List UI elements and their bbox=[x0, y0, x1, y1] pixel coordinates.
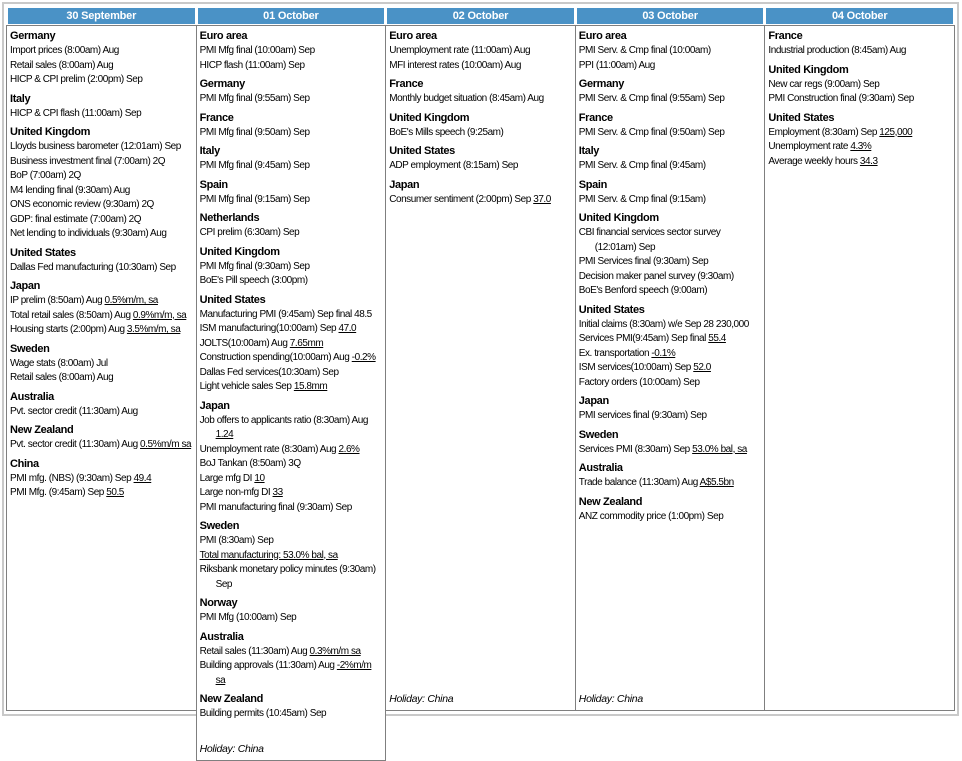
event-line bbox=[200, 226, 383, 241]
country-section bbox=[579, 29, 762, 73]
event-consensus-value: 1.24 bbox=[215, 429, 234, 440]
event-text: Construction spending(10:00am) Aug bbox=[199, 352, 352, 363]
event-consensus-value: 0.5%m/m sa bbox=[140, 439, 192, 450]
event-text: PMI mfg. (NBS) (9:30am) Sep bbox=[10, 472, 134, 484]
event-line bbox=[10, 227, 193, 242]
event-line bbox=[579, 59, 762, 74]
event-line bbox=[200, 274, 383, 289]
event-text: Dallas Fed services(10:30am) Sep bbox=[199, 366, 339, 378]
event-consensus-value: 0.5%m/m, sa bbox=[104, 295, 158, 306]
country-section bbox=[200, 245, 383, 289]
event-consensus-value: 50.5 bbox=[106, 487, 124, 498]
event-line bbox=[200, 260, 383, 275]
event-consensus-value: 10 bbox=[254, 472, 265, 484]
country-name: Euro area bbox=[578, 30, 627, 42]
event-text: BoP (7:00am) 2Q bbox=[10, 170, 81, 181]
event-line bbox=[10, 357, 193, 372]
event-line bbox=[200, 126, 383, 141]
country-section bbox=[389, 178, 572, 208]
country-name: United States bbox=[768, 111, 835, 124]
country-name: France bbox=[389, 78, 424, 90]
country-section bbox=[200, 29, 383, 73]
country-name: United States bbox=[10, 246, 76, 259]
event-line bbox=[200, 534, 383, 549]
event-text: Net lending to individuals (9:30am) Aug bbox=[10, 228, 167, 239]
event-text: CPI prelim (6:30am) Sep bbox=[199, 227, 300, 238]
country-name: China bbox=[10, 457, 39, 470]
event-line bbox=[10, 323, 193, 338]
country-section bbox=[200, 144, 383, 174]
country-name: United States bbox=[578, 303, 645, 316]
event-text: PMI Mfg (10:00am) Sep bbox=[199, 612, 297, 623]
country-section bbox=[579, 178, 762, 208]
event-line bbox=[579, 92, 762, 107]
event-line bbox=[200, 707, 383, 722]
country-name: Australia bbox=[578, 462, 623, 474]
event-line bbox=[200, 366, 383, 381]
event-text: PMI manufacturing final (9:30am) Sep bbox=[199, 501, 352, 513]
event-line bbox=[579, 270, 762, 285]
event-consensus-value: Total manufacturing: 53.0% bal, sa bbox=[199, 549, 338, 561]
country-name: Norway bbox=[199, 597, 238, 609]
event-line bbox=[579, 193, 762, 208]
event-text: ADP employment (8:15am) Sep bbox=[389, 160, 519, 171]
event-text: Dallas Fed manufacturing (10:30am) Sep bbox=[10, 261, 176, 273]
event-line bbox=[389, 193, 572, 208]
country-section bbox=[768, 111, 951, 170]
event-text: Pvt. sector credit (11:30am) Aug bbox=[10, 405, 138, 417]
event-line bbox=[579, 284, 762, 299]
event-line bbox=[579, 318, 762, 333]
event-consensus-value: 34.3 bbox=[859, 155, 878, 167]
event-line bbox=[579, 510, 762, 525]
country-name: Australia bbox=[199, 630, 244, 643]
event-consensus-value: -2%m/m sa bbox=[215, 660, 372, 686]
event-line bbox=[768, 140, 951, 155]
country-name: Italy bbox=[199, 145, 220, 157]
event-text: Monthly budget situation (8:45am) Aug bbox=[389, 93, 544, 104]
event-line bbox=[10, 486, 193, 501]
country-section bbox=[768, 29, 951, 59]
economic-calendar-table bbox=[6, 8, 955, 755]
country-name: Japan bbox=[578, 395, 609, 407]
event-text: PMI Construction final (9:30am) Sep bbox=[768, 93, 914, 104]
event-text: Employment (8:30am) Sep bbox=[768, 126, 880, 138]
country-name: United States bbox=[389, 145, 455, 157]
country-name: Japan bbox=[389, 178, 420, 191]
country-name: Spain bbox=[578, 178, 607, 191]
day-body bbox=[575, 25, 766, 711]
event-text: MFI interest rates (10:00am) Aug bbox=[389, 59, 521, 71]
event-line bbox=[579, 476, 762, 491]
event-text: IP prelim (8:50am) Aug bbox=[10, 295, 105, 306]
event-line bbox=[389, 44, 572, 59]
event-line bbox=[579, 332, 762, 347]
country-section bbox=[200, 630, 383, 689]
event-text: Services PMI(9:45am) Sep final bbox=[578, 333, 709, 344]
event-consensus-value: 52.0 bbox=[693, 362, 711, 373]
event-text: PMI Mfg final (9:45am) Sep bbox=[199, 160, 310, 171]
event-line bbox=[200, 351, 383, 366]
event-line bbox=[579, 44, 762, 59]
event-text: Housing starts (2:00pm) Aug bbox=[10, 324, 127, 335]
event-line bbox=[579, 226, 762, 255]
event-text: Services PMI (8:30am) Sep bbox=[578, 443, 693, 455]
event-line bbox=[10, 198, 193, 213]
event-text: Large non-mfg DI bbox=[199, 487, 273, 498]
event-line bbox=[10, 371, 193, 386]
event-text: Job offers to applicants ratio (8:30am) Aug bbox=[199, 414, 368, 426]
event-line bbox=[200, 563, 383, 592]
event-text: PMI Serv. & Cmp final (9:50am) Sep bbox=[578, 126, 725, 138]
day-column bbox=[764, 8, 955, 711]
country-section bbox=[10, 457, 193, 501]
event-line bbox=[10, 472, 193, 487]
event-line bbox=[200, 549, 383, 564]
event-text: Unemployment rate bbox=[768, 141, 851, 152]
event-consensus-value: 4.3% bbox=[850, 141, 872, 152]
event-text: PMI Serv. & Cmp final (9:45am) bbox=[578, 160, 706, 171]
event-consensus-value: 55.4 bbox=[708, 333, 726, 344]
country-name: Sweden bbox=[578, 428, 619, 441]
event-text: M4 lending final (9:30am) Aug bbox=[10, 184, 130, 196]
country-name: New Zealand bbox=[10, 424, 74, 436]
country-section bbox=[10, 390, 193, 420]
event-line bbox=[579, 126, 762, 141]
event-text: PMI Serv. & Cmp final (10:00am) bbox=[578, 45, 711, 56]
country-name: Germany bbox=[10, 30, 56, 42]
country-name: United Kingdom bbox=[768, 63, 849, 76]
country-name: France bbox=[768, 30, 803, 42]
event-text: PMI Serv. & Cmp final (9:55am) Sep bbox=[578, 93, 725, 104]
event-line bbox=[200, 443, 383, 458]
event-line bbox=[10, 73, 193, 88]
day-header: 03 October bbox=[577, 8, 764, 24]
event-consensus-value: -0.2% bbox=[351, 352, 376, 363]
event-text: PMI Serv. & Cmp final (9:15am) bbox=[578, 193, 706, 205]
event-line bbox=[768, 155, 951, 170]
event-consensus-value: 33 bbox=[272, 487, 283, 498]
event-text: Industrial production (8:45am) Aug bbox=[768, 45, 906, 56]
event-line bbox=[10, 140, 193, 155]
event-line bbox=[10, 59, 193, 74]
country-name: New Zealand bbox=[578, 495, 643, 508]
event-line bbox=[10, 309, 193, 324]
event-text: BoE's Mills speech (9:25am) bbox=[389, 126, 504, 138]
event-consensus-value: 0.9%m/m, sa bbox=[132, 309, 187, 321]
country-section bbox=[389, 77, 572, 107]
country-section bbox=[200, 111, 383, 141]
event-text: Building permits (10:45am) Sep bbox=[199, 708, 327, 719]
country-name: Germany bbox=[199, 78, 245, 90]
event-text: Business investment final (7:00am) 2Q bbox=[10, 155, 166, 167]
event-consensus-value: 53.0% bal, sa bbox=[692, 443, 747, 455]
event-line bbox=[200, 611, 383, 626]
event-line bbox=[579, 159, 762, 174]
event-text: Retail sales (8:00am) Aug bbox=[10, 372, 114, 383]
country-name: United Kingdom bbox=[389, 111, 470, 124]
country-section bbox=[579, 428, 762, 458]
event-text: HICP flash (11:00am) Sep bbox=[199, 59, 305, 71]
holiday-note: Holiday: China bbox=[578, 693, 643, 705]
country-name: Australia bbox=[10, 390, 54, 403]
event-text: HICP & CPI flash (11:00am) Sep bbox=[10, 107, 142, 119]
country-name: Italy bbox=[578, 145, 600, 157]
event-line bbox=[768, 126, 951, 141]
event-text: Factory orders (10:00am) Sep bbox=[578, 376, 700, 388]
day-body bbox=[6, 25, 197, 711]
event-text: Lloyds business barometer (12:01am) Sep bbox=[10, 141, 181, 152]
country-name: Japan bbox=[10, 280, 41, 292]
event-consensus-value: 37.0 bbox=[533, 193, 551, 205]
event-line bbox=[579, 409, 762, 424]
event-line bbox=[10, 261, 193, 276]
country-name: Italy bbox=[10, 92, 31, 105]
event-text: JOLTS(10:00am) Aug bbox=[199, 337, 290, 349]
event-line bbox=[200, 308, 383, 323]
event-line bbox=[10, 213, 193, 228]
event-consensus-value: 49.4 bbox=[133, 472, 152, 484]
event-consensus-value: -0.1% bbox=[651, 347, 676, 359]
country-section bbox=[579, 495, 762, 525]
event-line bbox=[579, 255, 762, 270]
event-text: Building approvals (11:30am) Aug bbox=[199, 660, 337, 671]
day-column bbox=[575, 8, 766, 711]
country-name: United Kingdom bbox=[199, 245, 280, 258]
event-line bbox=[10, 405, 193, 420]
event-text: BoE's Benford speech (9:00am) bbox=[578, 285, 708, 296]
event-line bbox=[200, 501, 383, 516]
day-column bbox=[196, 8, 387, 755]
event-text: Consumer sentiment (2:00pm) Sep bbox=[389, 193, 534, 205]
event-text: ISM manufacturing(10:00am) Sep bbox=[199, 323, 339, 334]
event-text: Pvt. sector credit (11:30am) Aug bbox=[10, 439, 141, 450]
country-name: Netherlands bbox=[199, 212, 260, 224]
event-text: GDP: final estimate (7:00am) 2Q bbox=[10, 213, 142, 225]
country-name: United Kingdom bbox=[10, 126, 91, 138]
event-text: Large mfg DI bbox=[199, 472, 255, 484]
event-consensus-value: 3.5%m/m, sa bbox=[126, 324, 181, 335]
event-line bbox=[579, 443, 762, 458]
event-line bbox=[200, 193, 383, 208]
event-consensus-value: 2.6% bbox=[338, 443, 360, 455]
country-section bbox=[200, 399, 383, 516]
event-line bbox=[10, 184, 193, 199]
holiday-note: Holiday: China bbox=[389, 693, 454, 705]
event-text: PPI (11:00am) Aug bbox=[578, 59, 655, 71]
event-text: ANZ commodity price (1:00pm) Sep bbox=[578, 510, 724, 522]
event-text: PMI Mfg final (10:00am) Sep bbox=[199, 45, 315, 56]
day-body bbox=[196, 25, 387, 761]
event-consensus-value: 15.8mm bbox=[293, 381, 328, 392]
event-line bbox=[389, 92, 572, 107]
country-section bbox=[10, 246, 193, 276]
event-consensus-value: A$5.5bn bbox=[699, 477, 734, 488]
event-text: PMI Mfg. (9:45am) Sep bbox=[10, 487, 107, 498]
country-name: United States bbox=[199, 293, 266, 306]
country-name: United Kingdom bbox=[578, 212, 659, 224]
country-name: Spain bbox=[199, 178, 228, 191]
event-text: PMI services final (9:30am) Sep bbox=[578, 410, 707, 421]
event-line bbox=[10, 107, 193, 122]
country-section bbox=[389, 111, 572, 141]
event-line bbox=[389, 159, 572, 174]
event-text: Initial claims (8:30am) w/e Sep 28 230,000 bbox=[578, 318, 749, 330]
day-column bbox=[385, 8, 576, 711]
event-text: Average weekly hours bbox=[768, 155, 860, 167]
country-section bbox=[579, 77, 762, 107]
country-section bbox=[579, 303, 762, 391]
country-section bbox=[200, 596, 383, 626]
event-line bbox=[200, 457, 383, 472]
event-text: BoE's Pill speech (3:00pm) bbox=[199, 275, 308, 286]
day-body bbox=[385, 25, 576, 711]
event-consensus-value: 0.3%m/m sa bbox=[309, 645, 361, 657]
event-line bbox=[10, 438, 193, 453]
country-section bbox=[200, 692, 383, 722]
event-line bbox=[768, 92, 951, 107]
event-line bbox=[10, 155, 193, 170]
country-name: Sweden bbox=[199, 520, 240, 532]
event-line bbox=[200, 659, 383, 688]
event-line bbox=[200, 472, 383, 487]
event-line bbox=[200, 337, 383, 352]
event-text: Light vehicle sales Sep bbox=[199, 381, 294, 392]
country-section bbox=[200, 519, 383, 592]
event-line bbox=[389, 59, 572, 74]
event-text: PMI Mfg final (9:30am) Sep bbox=[199, 260, 310, 272]
event-text: Retail sales (8:00am) Aug bbox=[10, 59, 114, 71]
event-text: HICP & CPI prelim (2:00pm) Sep bbox=[10, 74, 143, 85]
country-section bbox=[579, 144, 762, 174]
country-section bbox=[200, 77, 383, 107]
event-line bbox=[10, 44, 193, 59]
country-name: Sweden bbox=[10, 342, 50, 355]
event-line bbox=[10, 294, 193, 309]
country-section bbox=[579, 461, 762, 491]
event-line bbox=[200, 159, 383, 174]
event-text: Unemployment rate (11:00am) Aug bbox=[389, 45, 531, 56]
event-line bbox=[579, 347, 762, 362]
country-section bbox=[768, 63, 951, 107]
event-line bbox=[200, 322, 383, 337]
event-line bbox=[768, 78, 951, 93]
event-text: PMI (8:30am) Sep bbox=[199, 535, 274, 546]
event-line bbox=[768, 44, 951, 59]
holiday-note: Holiday: China bbox=[199, 742, 264, 755]
event-text: Total retail sales (8:50am) Aug bbox=[10, 309, 133, 321]
event-line bbox=[200, 645, 383, 660]
event-text: New car regs (9:00am) Sep bbox=[768, 78, 880, 90]
country-section bbox=[579, 394, 762, 424]
country-section bbox=[10, 279, 193, 338]
country-section bbox=[10, 125, 193, 242]
event-line bbox=[200, 59, 383, 74]
event-text: Manufacturing PMI (9:45am) Sep final 48.5 bbox=[199, 308, 372, 320]
country-name: France bbox=[578, 111, 613, 124]
day-header: 04 October bbox=[766, 8, 953, 24]
event-line bbox=[579, 361, 762, 376]
country-section bbox=[200, 211, 383, 241]
country-name: France bbox=[199, 111, 234, 124]
event-text: ISM services(10:00am) Sep bbox=[578, 362, 694, 373]
event-text: Unemployment rate (8:30am) Aug bbox=[199, 443, 339, 455]
event-line bbox=[200, 486, 383, 501]
country-section bbox=[579, 111, 762, 141]
country-section bbox=[10, 423, 193, 453]
event-consensus-value: 47.0 bbox=[338, 323, 357, 334]
country-section bbox=[10, 29, 193, 88]
event-text: PMI Mfg final (9:55am) Sep bbox=[199, 93, 310, 104]
country-section bbox=[389, 144, 572, 174]
event-text: Wage stats (8:00am) Jul bbox=[10, 357, 108, 369]
day-body bbox=[764, 25, 955, 711]
event-text: Retail sales (11:30am) Aug bbox=[199, 645, 310, 657]
event-text: PMI Mfg final (9:15am) Sep bbox=[199, 193, 310, 205]
country-section bbox=[389, 29, 572, 73]
day-header: 30 September bbox=[8, 8, 195, 24]
event-text: BoJ Tankan (8:50am) 3Q bbox=[199, 458, 301, 469]
event-text: Decision maker panel survey (9:30am) bbox=[578, 270, 734, 282]
country-name: Euro area bbox=[389, 30, 437, 42]
event-text: CBI financial services sector survey (12:01am) Sep bbox=[578, 227, 721, 253]
country-section bbox=[200, 293, 383, 395]
event-line bbox=[200, 414, 383, 443]
day-column bbox=[6, 8, 197, 711]
event-line bbox=[389, 126, 572, 141]
event-text: ONS economic review (9:30am) 2Q bbox=[10, 199, 154, 210]
event-line bbox=[200, 92, 383, 107]
country-name: Euro area bbox=[199, 30, 248, 42]
day-header: 01 October bbox=[198, 8, 385, 24]
calendar-frame bbox=[2, 2, 959, 755]
event-text: Trade balance (11:30am) Aug bbox=[578, 477, 700, 488]
country-section bbox=[10, 92, 193, 122]
event-line bbox=[200, 380, 383, 395]
event-text: Import prices (8:00am) Aug bbox=[10, 45, 119, 56]
country-section bbox=[200, 178, 383, 208]
event-text: Ex. transportation bbox=[578, 347, 652, 359]
event-text: PMI Mfg final (9:50am) Sep bbox=[199, 126, 310, 138]
country-name: Japan bbox=[199, 399, 230, 412]
day-header: 02 October bbox=[387, 8, 574, 24]
country-section bbox=[579, 211, 762, 299]
event-consensus-value: 7.65mm bbox=[289, 337, 324, 349]
country-section bbox=[10, 342, 193, 386]
event-consensus-value: 125,000 bbox=[879, 126, 913, 138]
event-line bbox=[579, 376, 762, 391]
event-text: Riksbank monetary policy minutes (9:30am) Sep bbox=[199, 564, 376, 590]
event-line bbox=[10, 169, 193, 184]
event-line bbox=[200, 44, 383, 59]
event-text: PMI Services final (9:30am) Sep bbox=[578, 256, 709, 267]
country-name: New Zealand bbox=[199, 693, 263, 705]
country-name: Germany bbox=[578, 78, 625, 90]
